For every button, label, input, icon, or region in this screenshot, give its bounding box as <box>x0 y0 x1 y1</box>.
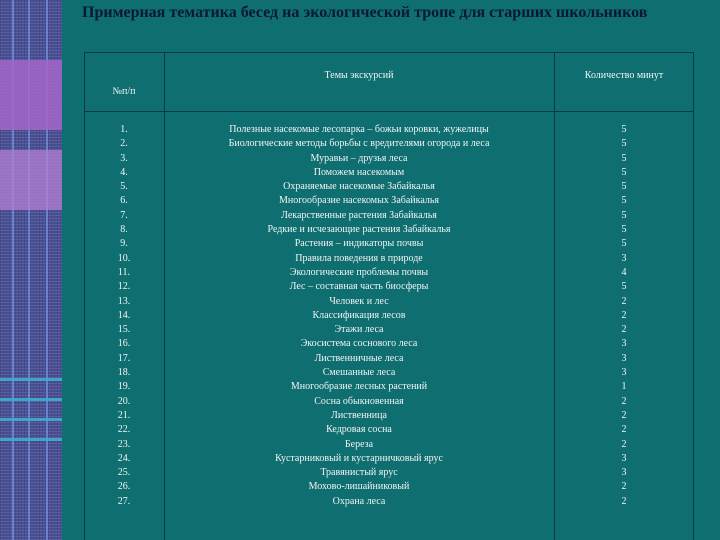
table-row <box>84 137 694 151</box>
row-minutes: 4 <box>621 266 627 278</box>
row-minutes: 2 <box>621 295 627 307</box>
table-row <box>84 266 694 280</box>
row-minutes: 5 <box>621 209 627 221</box>
row-minutes: 3 <box>621 252 627 264</box>
row-number: 14. <box>117 309 131 321</box>
stripe-bar <box>0 378 62 381</box>
table-row <box>84 123 694 137</box>
row-number: 9. <box>120 238 128 250</box>
row-number: 2. <box>120 138 128 150</box>
row-number: 10. <box>117 252 131 264</box>
row-minutes: 2 <box>621 324 627 336</box>
row-minutes: 3 <box>621 352 627 364</box>
row-number: 24. <box>117 452 131 464</box>
row-minutes: 2 <box>621 309 627 321</box>
table-row <box>84 323 694 337</box>
row-minutes: 3 <box>621 367 627 379</box>
table-row <box>84 337 694 351</box>
row-number: 4. <box>120 166 128 178</box>
row-minutes: 5 <box>621 138 627 150</box>
row-topic: Классификация лесов <box>312 309 406 321</box>
row-minutes: 1 <box>621 381 627 393</box>
row-minutes: 2 <box>621 424 627 436</box>
table-row <box>84 409 694 423</box>
table-row <box>84 295 694 309</box>
row-minutes: 5 <box>621 152 627 164</box>
table-row <box>84 380 694 394</box>
slide-title: Примерная тематика бесед на экологической тропе для старших школьников <box>82 4 648 21</box>
table-row <box>84 423 694 437</box>
row-number: 23. <box>117 438 131 450</box>
row-topic: Человек и лес <box>329 295 389 307</box>
table-row <box>84 209 694 223</box>
row-number: 15. <box>117 324 131 336</box>
table-row <box>84 309 694 323</box>
table-row <box>84 237 694 251</box>
table-row <box>84 194 694 208</box>
table-row <box>84 280 694 294</box>
stripe-block <box>0 60 62 130</box>
row-number: 5. <box>120 181 128 193</box>
row-topic: Травянистый ярус <box>320 467 398 479</box>
row-number: 26. <box>117 481 131 493</box>
row-topic: Многообразие лесных растений <box>290 381 428 393</box>
row-number: 7. <box>120 209 128 221</box>
row-topic: Лиственница <box>331 409 387 421</box>
row-topic: Растения – индикаторы почвы <box>294 238 424 250</box>
row-topic: Экологические проблемы почвы <box>289 266 429 278</box>
row-topic: Экосистема соснового леса <box>300 338 418 350</box>
table-row <box>84 252 694 266</box>
row-number: 17. <box>117 352 131 364</box>
row-topic: Кедровая сосна <box>326 424 392 436</box>
table-row <box>84 495 694 509</box>
table-row <box>84 180 694 194</box>
row-number: 11. <box>117 266 131 278</box>
stripe-block <box>0 150 62 210</box>
row-minutes: 2 <box>621 495 627 507</box>
row-minutes: 3 <box>621 338 627 350</box>
row-number: 19. <box>117 381 131 393</box>
row-topic: Биологические методы борьбы с вредителями огорода и леса <box>228 138 490 150</box>
table-row <box>84 223 694 237</box>
row-topic: Кустарниковый и кустарничковый ярус <box>275 452 443 464</box>
row-number: 3. <box>120 152 128 164</box>
table-row <box>84 352 694 366</box>
row-minutes: 3 <box>621 452 627 464</box>
header-number: №п/п <box>112 86 136 97</box>
table-body <box>84 123 694 509</box>
row-minutes: 5 <box>621 281 627 293</box>
stripe-bar <box>0 418 62 421</box>
row-topic: Редкие и исчезающие растения Забайкалья <box>267 224 451 236</box>
row-number: 8. <box>120 224 128 236</box>
row-topic: Этажи леса <box>334 324 384 336</box>
row-number: 22. <box>117 424 131 436</box>
row-topic: Сосна обыкновенная <box>314 395 404 407</box>
stripe-bar <box>0 398 62 401</box>
row-number: 1. <box>120 124 128 135</box>
row-topic: Правила поведения в природе <box>295 252 423 264</box>
row-minutes: 5 <box>621 224 627 236</box>
row-minutes: 2 <box>621 481 627 493</box>
row-topic: Смешанные леса <box>322 367 396 379</box>
row-topic: Полезные насекомые лесопарка – божьи коровки, жужелицы <box>229 124 489 135</box>
row-topic: Лес – составная часть биосферы <box>289 281 429 293</box>
table-row <box>84 366 694 380</box>
stripe-bar <box>0 438 62 441</box>
header-minutes: Количество минут <box>584 70 664 81</box>
table-row <box>84 166 694 180</box>
row-topic: Многообразие насекомых Забайкалья <box>278 195 440 207</box>
row-number: 18. <box>117 367 131 379</box>
table-header-divider <box>84 111 694 112</box>
header-topic: Темы экскурсий <box>324 70 394 81</box>
row-topic: Лекарственные растения Забайкалья <box>281 209 437 221</box>
row-topic: Охрана леса <box>332 495 386 507</box>
row-minutes: 2 <box>621 395 627 407</box>
row-topic: Охраняемые насекомые Забайкалья <box>283 181 435 193</box>
row-number: 25. <box>117 467 131 479</box>
row-minutes: 2 <box>621 409 627 421</box>
row-number: 21. <box>117 409 131 421</box>
table-row <box>84 438 694 452</box>
row-number: 16. <box>117 338 131 350</box>
row-minutes: 5 <box>621 195 627 207</box>
row-minutes: 5 <box>621 238 627 250</box>
row-number: 27. <box>117 495 131 507</box>
row-topic: Муравьи – друзья леса <box>310 152 408 164</box>
row-minutes: 5 <box>621 181 627 193</box>
row-minutes: 5 <box>621 166 627 178</box>
row-topic: Поможем насекомым <box>313 166 405 178</box>
row-number: 20. <box>117 395 131 407</box>
table-row <box>84 152 694 166</box>
table-row <box>84 395 694 409</box>
row-topic: Мохово-лишайниковый <box>308 481 410 493</box>
table-row <box>84 466 694 480</box>
row-number: 6. <box>120 195 128 207</box>
row-minutes: 5 <box>621 124 627 135</box>
table-row <box>84 480 694 494</box>
row-topic: Лиственничные леса <box>314 352 404 364</box>
table-row <box>84 452 694 466</box>
row-topic: Береза <box>344 438 374 450</box>
row-number: 12. <box>117 281 131 293</box>
row-minutes: 3 <box>621 467 627 479</box>
row-minutes: 2 <box>621 438 627 450</box>
row-number: 13. <box>117 295 131 307</box>
